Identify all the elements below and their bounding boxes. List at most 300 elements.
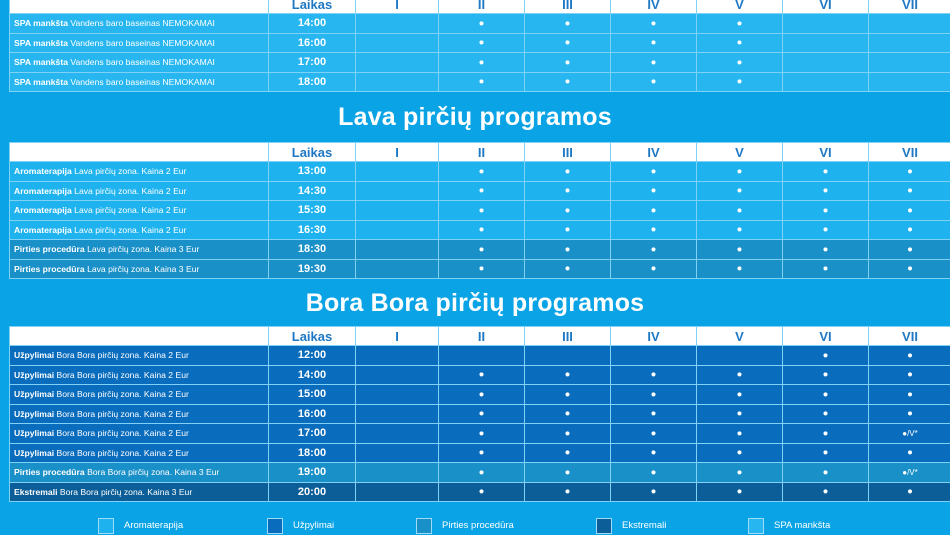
available-dot-icon: ● — [907, 349, 913, 361]
program-type: Užpylimai — [14, 408, 55, 419]
day-cell — [783, 346, 869, 366]
program-time: 14:30 — [269, 181, 356, 201]
available-dot-icon: ● — [822, 466, 829, 478]
program-time: 12:00 — [269, 346, 356, 366]
table-row — [10, 162, 950, 182]
day-cell — [356, 181, 439, 201]
day-cell — [439, 443, 525, 463]
available-dot-icon: ● — [736, 466, 743, 478]
available-dot-icon: ● — [736, 224, 743, 236]
program-type: Pirties procedūra — [14, 263, 85, 274]
available-dot-icon: ● — [564, 76, 571, 88]
table-row — [10, 443, 950, 463]
day-cell — [356, 33, 439, 53]
header-day: V — [697, 327, 783, 346]
day-cell — [783, 181, 869, 201]
available-dot-icon: ● — [822, 243, 829, 255]
available-dot-icon: ● — [736, 388, 743, 400]
day-cell — [611, 181, 697, 201]
day-cell — [697, 181, 783, 201]
available-dot-icon: ● — [822, 388, 829, 400]
program-name — [10, 365, 269, 385]
program-time: 19:30 — [269, 259, 356, 279]
program-type: Užpylimai — [14, 428, 55, 439]
day-cell — [439, 463, 525, 483]
available-dot-icon: ● — [478, 408, 485, 420]
program-name — [10, 72, 269, 92]
day-cell — [611, 14, 697, 34]
day-cell — [525, 201, 611, 221]
available-dot-icon: ● — [736, 165, 743, 177]
header-time: Laikas — [269, 143, 356, 162]
day-cell — [356, 443, 439, 463]
day-cell — [783, 365, 869, 385]
day-cell — [525, 482, 611, 502]
available-note: ●/V* — [902, 428, 918, 438]
available-dot-icon: ● — [650, 37, 657, 49]
day-cell — [525, 53, 611, 73]
header-day: III — [525, 327, 611, 346]
day-cell — [783, 53, 869, 73]
available-dot-icon: ● — [907, 165, 913, 177]
day-cell — [439, 240, 525, 260]
program-type: Aromaterapija — [14, 224, 72, 235]
legend-swatch — [596, 518, 612, 534]
header-day: VII — [869, 0, 950, 14]
day-cell — [439, 346, 525, 366]
available-dot-icon: ● — [478, 37, 485, 49]
legend-item-uzpylimai — [267, 516, 334, 535]
day-cell — [783, 424, 869, 444]
table-row — [10, 181, 950, 201]
day-cell — [611, 365, 697, 385]
program-name — [10, 482, 269, 502]
available-dot-icon: ● — [822, 427, 829, 439]
available-dot-icon: ● — [478, 224, 485, 236]
legend-swatch — [98, 518, 114, 534]
day-cell — [697, 443, 783, 463]
legend-swatch — [267, 518, 283, 534]
program-details: Lava pirčių zona. Kaina 3 Eur — [84, 263, 200, 274]
available-dot-icon: ● — [564, 408, 571, 420]
available-dot-icon: ● — [736, 369, 743, 381]
program-time: 16:00 — [269, 404, 356, 424]
day-cell — [356, 240, 439, 260]
day-cell — [611, 162, 697, 182]
available-dot-icon: ● — [736, 408, 743, 420]
day-cell — [611, 201, 697, 221]
program-time: 18:00 — [269, 443, 356, 463]
table-header — [10, 0, 950, 14]
program-details: Lava pirčių zona. Kaina 2 Eur — [71, 185, 187, 196]
program-time: 13:00 — [269, 162, 356, 182]
table-row — [10, 72, 950, 92]
available-dot-icon: ● — [907, 369, 913, 381]
day-cell — [869, 482, 950, 502]
legend-label: Užpylimai — [293, 520, 335, 531]
program-name — [10, 346, 269, 366]
program-details: Vandens baro baseinas NEMOKAMAI — [67, 37, 215, 48]
day-cell — [356, 463, 439, 483]
available-dot-icon: ● — [822, 204, 829, 216]
program-name — [10, 220, 269, 240]
day-cell — [525, 240, 611, 260]
header-day: VI — [783, 327, 869, 346]
day-cell — [697, 482, 783, 502]
available-dot-icon: ● — [822, 263, 829, 275]
available-dot-icon: ● — [478, 263, 485, 275]
program-details: Bora Bora pirčių zona. Kaina 2 Eur — [54, 408, 189, 419]
available-dot-icon: ● — [650, 408, 657, 420]
day-cell — [697, 346, 783, 366]
available-dot-icon: ● — [736, 76, 743, 88]
day-cell — [525, 346, 611, 366]
program-details: Lava pirčių zona. Kaina 2 Eur — [71, 224, 187, 235]
available-dot-icon: ● — [736, 427, 743, 439]
day-cell — [439, 201, 525, 221]
available-dot-icon: ● — [650, 185, 657, 197]
day-cell — [783, 162, 869, 182]
day-cell — [869, 181, 950, 201]
day-cell — [869, 365, 950, 385]
table-row — [10, 404, 950, 424]
day-cell — [439, 162, 525, 182]
program-name — [10, 14, 269, 34]
program-name — [10, 33, 269, 53]
day-cell — [611, 259, 697, 279]
bora-schedule-table — [9, 326, 950, 502]
table-row — [10, 424, 950, 444]
day-cell — [439, 181, 525, 201]
table-row — [10, 14, 950, 34]
day-cell — [783, 240, 869, 260]
program-type: Pirties procedūra — [14, 467, 85, 478]
available-note: ●/V* — [902, 467, 918, 477]
day-cell — [356, 404, 439, 424]
program-details: Vandens baro baseinas NEMOKAMAI — [67, 18, 215, 29]
day-cell — [869, 463, 950, 483]
available-dot-icon: ● — [822, 349, 829, 361]
program-details: Bora Bora pirčių zona. Kaina 3 Eur — [57, 486, 193, 497]
program-time: 20:00 — [269, 482, 356, 502]
available-dot-icon: ● — [564, 204, 571, 216]
available-dot-icon: ● — [650, 243, 657, 255]
header-time: Laikas — [269, 327, 356, 346]
header-day: VII — [869, 327, 950, 346]
legend-label: Aromaterapija — [124, 520, 184, 531]
available-dot-icon: ● — [478, 427, 485, 439]
day-cell — [356, 53, 439, 73]
available-dot-icon: ● — [907, 224, 913, 236]
available-dot-icon: ● — [564, 486, 571, 498]
program-details: Bora Bora pirčių zona. Kaina 2 Eur — [54, 350, 189, 361]
day-cell — [783, 404, 869, 424]
program-type: Pirties procedūra — [14, 244, 85, 255]
program-time: 17:00 — [269, 424, 356, 444]
day-cell — [783, 443, 869, 463]
day-cell — [356, 346, 439, 366]
available-dot-icon: ● — [478, 17, 485, 29]
available-dot-icon: ● — [736, 37, 743, 49]
available-dot-icon: ● — [650, 369, 657, 381]
day-cell — [439, 404, 525, 424]
header-day: VII — [869, 143, 950, 162]
legend-label: SPA mankšta — [774, 520, 831, 531]
table-row — [10, 33, 950, 53]
program-type: Užpylimai — [14, 389, 55, 400]
available-dot-icon: ● — [736, 185, 743, 197]
bora-section-title: Bora Bora pirčių programos — [305, 289, 645, 317]
header-day: I — [356, 327, 439, 346]
day-cell — [697, 33, 783, 53]
day-cell — [439, 424, 525, 444]
day-cell — [611, 72, 697, 92]
day-cell — [439, 365, 525, 385]
available-dot-icon: ● — [478, 185, 485, 197]
day-cell — [356, 162, 439, 182]
program-name — [10, 201, 269, 221]
day-cell — [525, 33, 611, 53]
day-cell — [783, 72, 869, 92]
day-cell — [525, 162, 611, 182]
day-cell — [869, 220, 950, 240]
header-day: V — [697, 0, 783, 14]
program-details: Bora Bora pirčių zona. Kaina 2 Eur — [54, 369, 189, 380]
available-dot-icon: ● — [650, 427, 657, 439]
table-row — [10, 259, 950, 279]
available-dot-icon: ● — [478, 369, 485, 381]
day-cell — [697, 14, 783, 34]
day-cell — [611, 385, 697, 405]
table-row — [10, 240, 950, 260]
available-dot-icon: ● — [478, 388, 485, 400]
header-name-cell — [10, 143, 269, 162]
day-cell — [697, 463, 783, 483]
available-dot-icon: ● — [478, 486, 485, 498]
program-type: Užpylimai — [14, 350, 55, 361]
program-name — [10, 424, 269, 444]
table-row — [10, 365, 950, 385]
available-dot-icon: ● — [907, 204, 913, 216]
program-type: Ekstremali — [14, 486, 58, 497]
day-cell — [611, 33, 697, 53]
day-cell — [356, 72, 439, 92]
table-row — [10, 463, 950, 483]
program-time: 18:00 — [269, 72, 356, 92]
program-details: Vandens baro baseinas NEMOKAMAI — [67, 57, 215, 68]
legend-item-aromaterapija — [98, 516, 183, 535]
available-dot-icon: ● — [822, 185, 829, 197]
available-dot-icon: ● — [822, 369, 829, 381]
lava-section-title: Lava pirčių programos — [338, 103, 612, 131]
program-name — [10, 162, 269, 182]
available-dot-icon: ● — [650, 76, 657, 88]
available-dot-icon: ● — [564, 165, 571, 177]
table-header — [10, 143, 950, 162]
header-day: III — [525, 0, 611, 14]
available-dot-icon: ● — [907, 243, 913, 255]
available-dot-icon: ● — [650, 486, 657, 498]
program-time: 15:30 — [269, 201, 356, 221]
day-cell — [869, 162, 950, 182]
day-cell — [439, 259, 525, 279]
day-cell — [525, 404, 611, 424]
program-time: 16:30 — [269, 220, 356, 240]
available-dot-icon: ● — [822, 408, 829, 420]
available-dot-icon: ● — [650, 466, 657, 478]
available-dot-icon: ● — [478, 466, 485, 478]
day-cell — [611, 463, 697, 483]
program-details: Bora Bora pirčių zona. Kaina 2 Eur — [54, 428, 189, 439]
legend — [0, 516, 950, 535]
day-cell — [697, 385, 783, 405]
table-row — [10, 53, 950, 73]
day-cell — [439, 14, 525, 34]
program-time: 19:00 — [269, 463, 356, 483]
available-dot-icon: ● — [564, 243, 571, 255]
program-name — [10, 385, 269, 405]
available-dot-icon: ● — [478, 204, 485, 216]
day-cell — [525, 259, 611, 279]
day-cell — [783, 463, 869, 483]
available-dot-icon: ● — [736, 486, 743, 498]
available-dot-icon: ● — [478, 76, 485, 88]
header-day: IV — [611, 327, 697, 346]
program-type: Aromaterapija — [14, 205, 72, 216]
spa-schedule-table — [9, 0, 950, 92]
day-cell — [697, 53, 783, 73]
available-dot-icon: ● — [564, 17, 571, 29]
day-cell — [439, 220, 525, 240]
table-row — [10, 220, 950, 240]
header-name-cell — [10, 0, 269, 14]
available-dot-icon: ● — [478, 243, 485, 255]
available-dot-icon: ● — [650, 204, 657, 216]
day-cell — [869, 201, 950, 221]
available-dot-icon: ● — [822, 486, 829, 498]
day-cell — [697, 424, 783, 444]
day-cell — [611, 220, 697, 240]
header-day: I — [356, 143, 439, 162]
day-cell — [697, 259, 783, 279]
program-time: 18:30 — [269, 240, 356, 260]
legend-item-pirties-procedura — [416, 516, 514, 535]
header-day: II — [439, 0, 525, 14]
available-dot-icon: ● — [822, 447, 829, 459]
day-cell — [525, 385, 611, 405]
header-day: IV — [611, 0, 697, 14]
header-name-cell — [10, 327, 269, 346]
day-cell — [697, 404, 783, 424]
available-dot-icon: ● — [564, 185, 571, 197]
day-cell — [356, 220, 439, 240]
available-dot-icon: ● — [564, 224, 571, 236]
program-time: 16:00 — [269, 33, 356, 53]
program-name — [10, 443, 269, 463]
lava-schedule-table — [9, 142, 950, 279]
available-dot-icon: ● — [736, 204, 743, 216]
program-time: 14:00 — [269, 365, 356, 385]
day-cell — [356, 385, 439, 405]
program-type: SPA mankšta — [14, 18, 68, 29]
day-cell — [869, 259, 950, 279]
available-dot-icon: ● — [564, 263, 571, 275]
legend-swatch — [748, 518, 764, 534]
day-cell — [439, 33, 525, 53]
day-cell — [611, 404, 697, 424]
day-cell — [356, 201, 439, 221]
day-cell — [869, 443, 950, 463]
available-dot-icon: ● — [564, 466, 571, 478]
available-dot-icon: ● — [907, 447, 913, 459]
program-type: Aromaterapija — [14, 185, 72, 196]
available-dot-icon: ● — [907, 185, 913, 197]
day-cell — [356, 14, 439, 34]
day-cell — [525, 365, 611, 385]
program-details: Lava pirčių zona. Kaina 2 Eur — [71, 166, 187, 177]
header-time: Laikas — [269, 0, 356, 14]
day-cell — [697, 240, 783, 260]
day-cell — [783, 259, 869, 279]
day-cell — [525, 424, 611, 444]
available-dot-icon: ● — [650, 224, 657, 236]
day-cell — [783, 220, 869, 240]
program-type: Aromaterapija — [14, 166, 72, 177]
available-dot-icon: ● — [564, 37, 571, 49]
day-cell — [356, 365, 439, 385]
legend-swatch — [416, 518, 432, 534]
day-cell — [525, 463, 611, 483]
program-name — [10, 181, 269, 201]
program-name — [10, 259, 269, 279]
day-cell — [611, 482, 697, 502]
program-details: Bora Bora pirčių zona. Kaina 2 Eur — [54, 389, 189, 400]
day-cell — [869, 404, 950, 424]
available-dot-icon: ● — [650, 447, 657, 459]
available-dot-icon: ● — [564, 388, 571, 400]
program-details: Bora Bora pirčių zona. Kaina 2 Eur — [54, 447, 189, 458]
available-dot-icon: ● — [650, 56, 657, 68]
program-details: Lava pirčių zona. Kaina 2 Eur — [71, 205, 187, 216]
day-cell — [869, 72, 950, 92]
header-day: VI — [783, 143, 869, 162]
program-type: SPA mankšta — [14, 76, 68, 87]
day-cell — [869, 240, 950, 260]
legend-item-ekstremali — [596, 516, 666, 535]
available-dot-icon: ● — [736, 56, 743, 68]
day-cell — [525, 14, 611, 34]
day-cell — [783, 14, 869, 34]
day-cell — [439, 385, 525, 405]
available-dot-icon: ● — [478, 56, 485, 68]
available-dot-icon: ● — [907, 408, 913, 420]
program-name — [10, 463, 269, 483]
header-day: VI — [783, 0, 869, 14]
header-day: I — [356, 0, 439, 14]
day-cell — [525, 220, 611, 240]
header-day: II — [439, 143, 525, 162]
available-dot-icon: ● — [650, 17, 657, 29]
day-cell — [611, 53, 697, 73]
day-cell — [525, 181, 611, 201]
available-dot-icon: ● — [478, 165, 485, 177]
legend-item-spa-manksta — [748, 516, 830, 535]
available-dot-icon: ● — [822, 165, 829, 177]
table-row — [10, 385, 950, 405]
day-cell — [869, 424, 950, 444]
day-cell — [869, 346, 950, 366]
legend-label: Pirties procedūra — [442, 520, 514, 531]
